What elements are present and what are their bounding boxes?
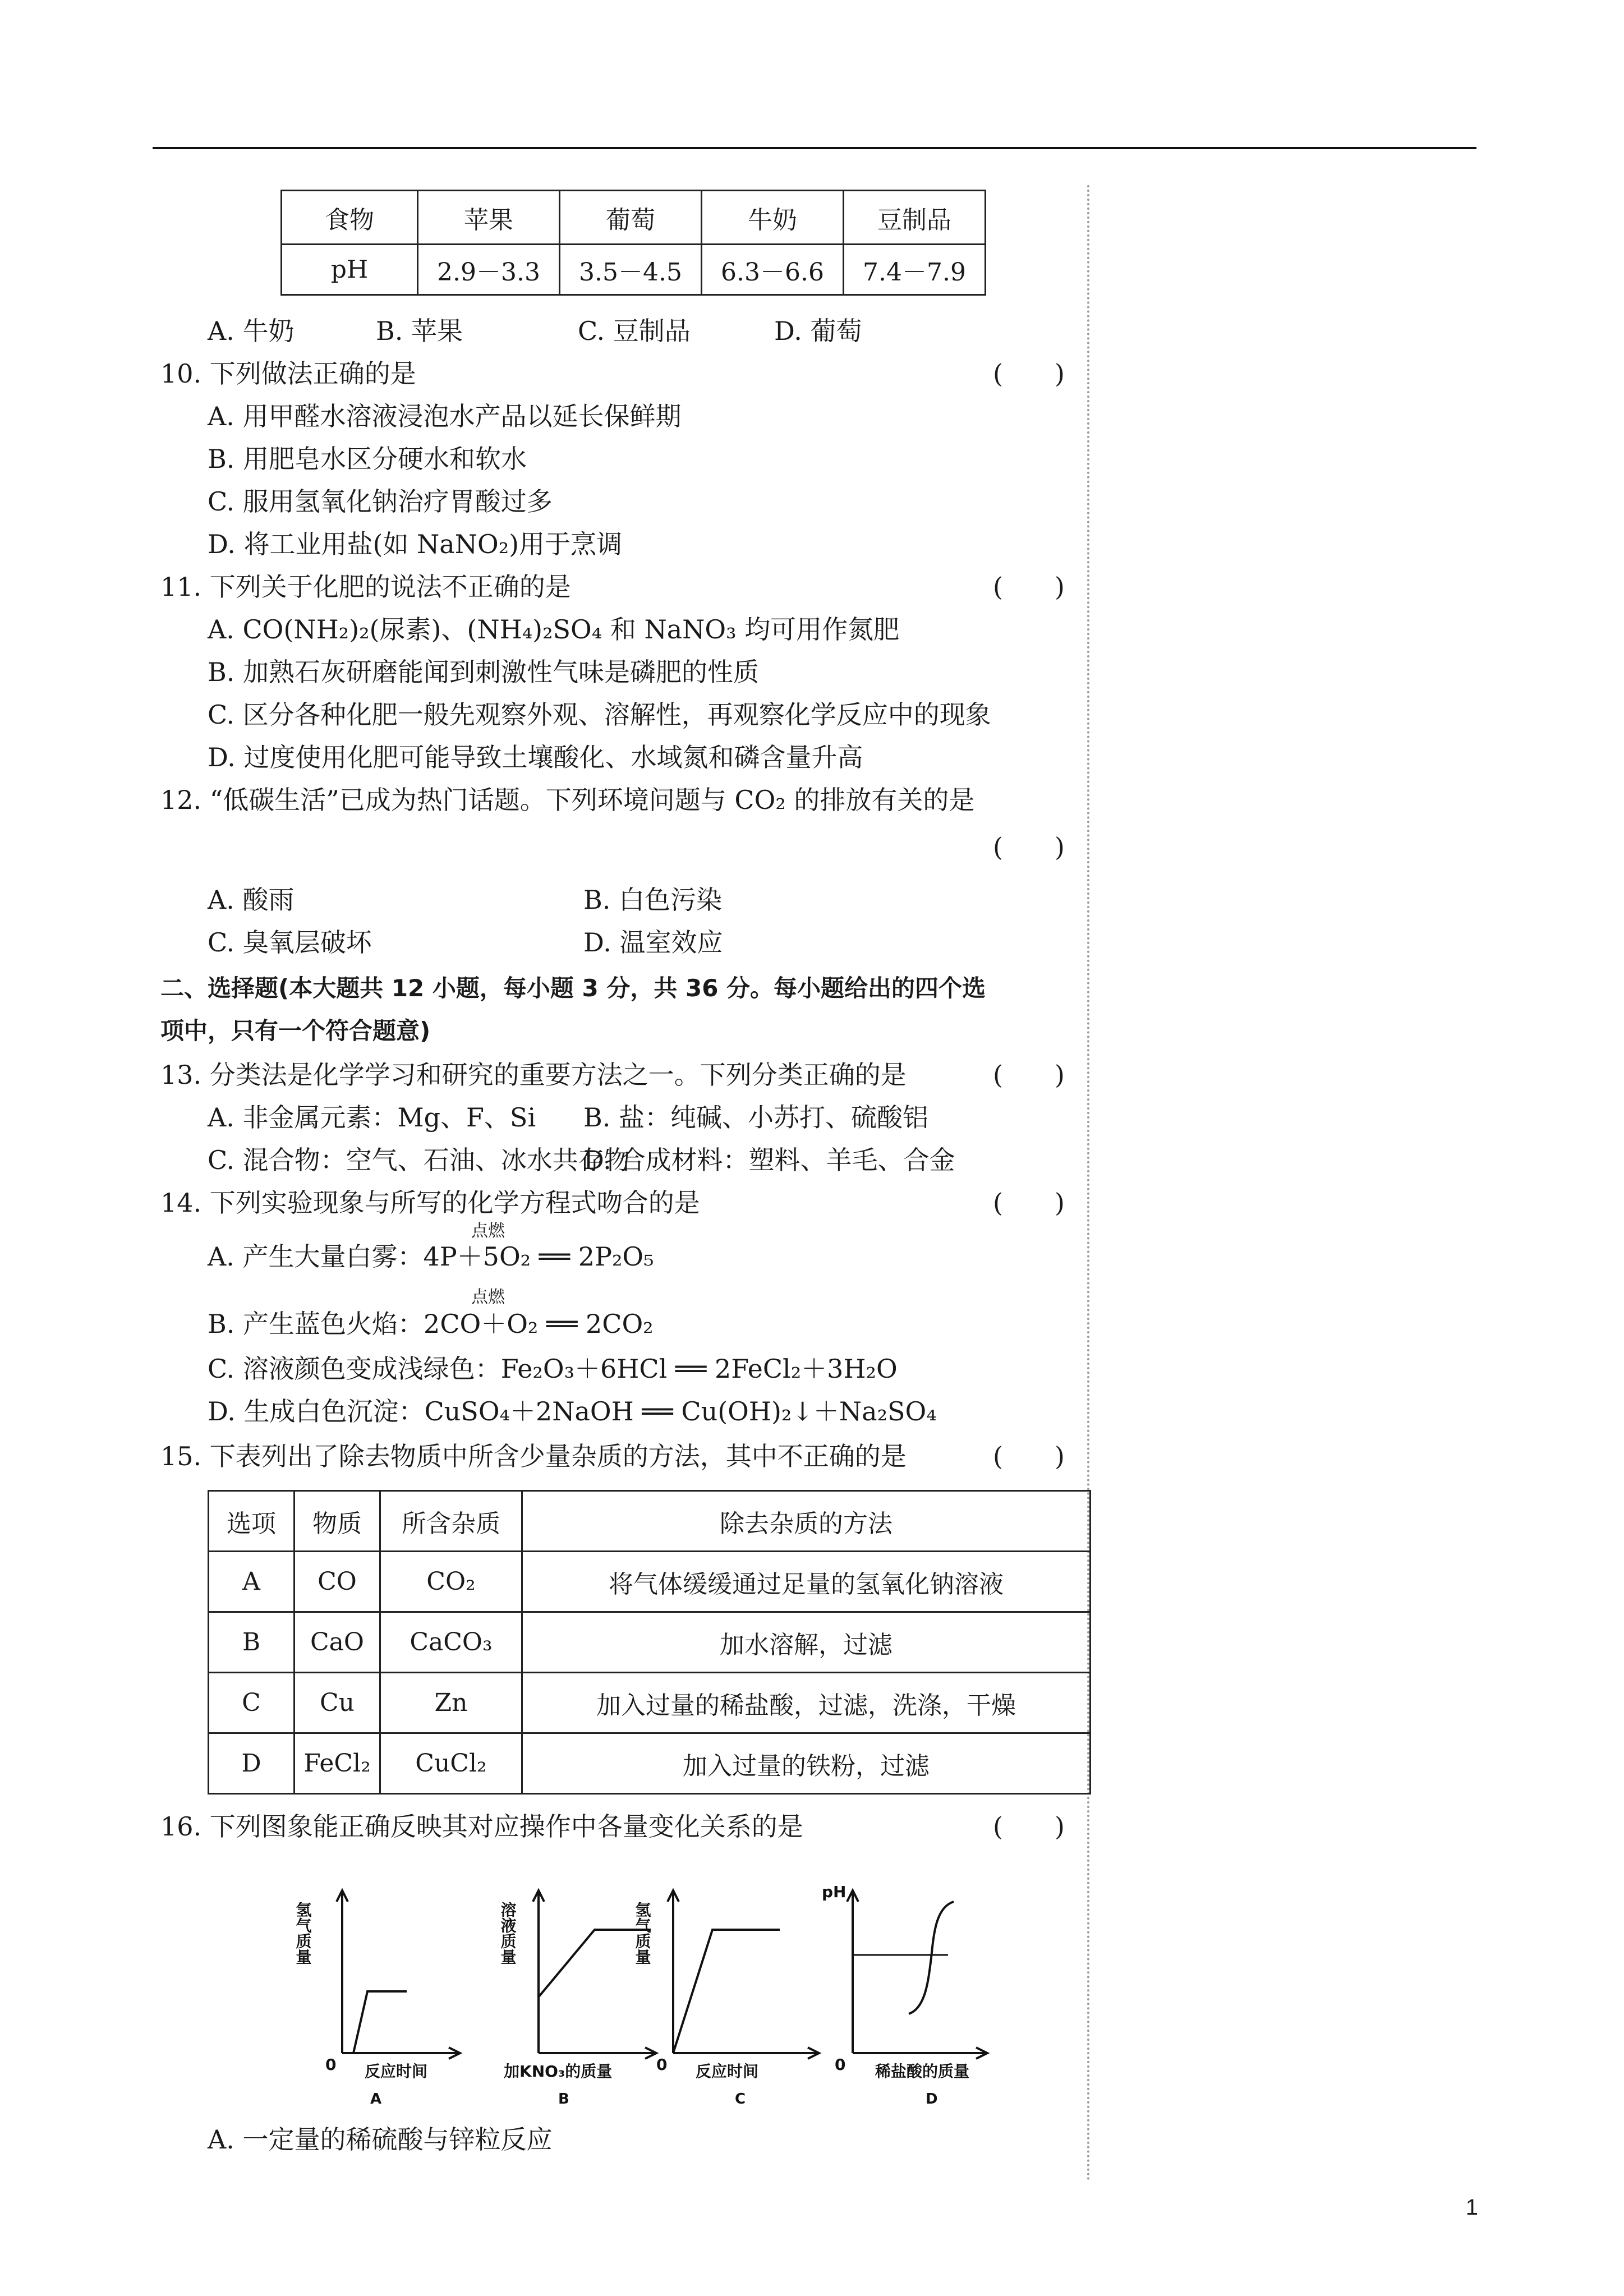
graph-a-xlabel: 反应时间 (365, 2062, 428, 2081)
ph-table-header: 葡萄 (560, 191, 702, 245)
ph-table-header: 苹果 (418, 191, 560, 245)
page-number: 1 (1465, 2195, 1478, 2220)
q9-option-c: C. 豆制品 (578, 316, 691, 346)
graph-a-curve (353, 1991, 407, 2053)
q12-option: B. 白色污染 (583, 885, 723, 915)
ph-table-cell: 2.9－3.3 (418, 245, 560, 295)
ph-table-header: 食物 (282, 191, 418, 245)
graph-d-curve (909, 1902, 954, 2014)
answer-bracket: ( ) (993, 1441, 1065, 1471)
graph-c-curve (673, 1930, 780, 2053)
answer-bracket: ( ) (993, 1188, 1065, 1218)
impurity-table-cell: 加水溶解，过滤 (522, 1612, 1091, 1673)
reaction-condition: 点燃 (471, 1221, 505, 1241)
ph-table-header: 豆制品 (844, 191, 986, 245)
q16-graphs (292, 1868, 1055, 2115)
graph-a-caption: A (370, 2091, 382, 2108)
ph-table-cell: 7.4－7.9 (844, 245, 986, 295)
binding-line (1087, 185, 1089, 2182)
q9-option-d: D. 葡萄 (774, 316, 862, 346)
q11-option: A. CO(NH₂)₂(尿素)、(NH₄)₂SO₄ 和 NaNO₃ 均可用作氮肥 (208, 614, 900, 645)
ph-table (280, 190, 986, 296)
impurity-table-cell: C (209, 1673, 295, 1733)
graph-a-origin: 0 (325, 2055, 337, 2074)
q9-option-b: B. 苹果 (376, 316, 463, 346)
impurity-table-cell: 将气体缓缓通过足量的氢氧化钠溶液 (522, 1552, 1091, 1612)
q16-option-a: A. 一定量的稀硫酸与锌粒反应 (208, 2124, 553, 2155)
graph-d-arrows (847, 1890, 987, 2059)
graph-c-caption: C (735, 2091, 746, 2108)
impurity-table-cell: 加入过量的稀盐酸，过滤，洗涤，干燥 (522, 1673, 1091, 1733)
graph-d-caption: D (926, 2091, 938, 2108)
q14-option: A. 产生大量白雾：4P＋5O₂ ══ 2P₂O₅ (208, 1241, 654, 1272)
q13-option: B. 盐：纯碱、小苏打、硫酸铝 (583, 1102, 929, 1133)
graph-c-xlabel: 反应时间 (696, 2062, 759, 2081)
answer-bracket: ( ) (993, 358, 1065, 389)
impurity-table (208, 1490, 1091, 1795)
q10-option: D. 将工业用盐(如 NaNO₂)用于烹调 (208, 529, 623, 559)
q15-stem: 15. 下表列出了除去物质中所含少量杂质的方法，其中不正确的是 (160, 1441, 907, 1471)
graph-a-arrows (337, 1890, 460, 2059)
impurity-table-cell: Zn (380, 1673, 522, 1733)
graph-d-ylabel: pH (822, 1883, 846, 1901)
q14-stem: 14. 下列实验现象与所写的化学方程式吻合的是 (160, 1188, 700, 1218)
graph-b-ylabel: 溶液质量 (498, 1902, 517, 1964)
q14-option: C. 溶液颜色变成浅绿色：Fe₂O₃＋6HCl ══ 2FeCl₂＋3H₂O (208, 1354, 898, 1384)
q11-option: B. 加熟石灰研磨能闻到刺激性气味是磷肥的性质 (208, 657, 760, 687)
q12-option: C. 臭氧层破坏 (208, 927, 372, 958)
impurity-table-cell: D (209, 1733, 295, 1794)
ph-table-row-label: pH (282, 245, 418, 295)
answer-bracket: ( ) (993, 572, 1065, 602)
q12-option: A. 酸雨 (208, 885, 295, 915)
graph-c-arrows (668, 1890, 819, 2059)
impurity-table-cell: CaO (295, 1612, 380, 1673)
section-heading: 项中，只有一个符合题意) (160, 1017, 431, 1045)
q13-option: D. 合成材料：塑料、羊毛、合金 (583, 1145, 955, 1175)
impurity-table-cell: CuCl₂ (380, 1733, 522, 1794)
ph-table-header: 牛奶 (702, 191, 844, 245)
q13-stem: 13. 分类法是化学学习和研究的重要方法之一。下列分类正确的是 (160, 1060, 907, 1090)
q12-option: D. 温室效应 (583, 927, 723, 958)
reaction-condition: 点燃 (471, 1287, 505, 1307)
graph-d-axes (853, 1890, 987, 2053)
ph-table-cell: 6.3－6.6 (702, 245, 844, 295)
graph-c-origin: 0 (656, 2055, 668, 2074)
section-heading: 二、选择题(本大题共 12 小题，每小题 3 分，共 36 分。每小题给出的四个选 (160, 974, 986, 1002)
impurity-table-cell: Cu (295, 1673, 380, 1733)
impurity-table-header: 物质 (295, 1491, 380, 1552)
impurity-table-cell: CO₂ (380, 1552, 522, 1612)
q12-stem: 12. “低碳生活”已成为热门话题。下列环境问题与 CO₂ 的排放有关的是 (160, 785, 975, 815)
graph-c-axes (673, 1890, 819, 2053)
q13-option: C. 混合物：空气、石油、冰水共存物 (208, 1145, 630, 1175)
graph-d-xlabel: 稀盐酸的质量 (875, 2062, 970, 2081)
impurity-table-cell: CO (295, 1552, 380, 1612)
impurity-table-header: 除去杂质的方法 (522, 1491, 1091, 1552)
graph-d-origin: 0 (835, 2055, 846, 2074)
answer-bracket: ( ) (993, 1060, 1065, 1090)
q16-stem: 16. 下列图象能正确反映其对应操作中各量变化关系的是 (160, 1811, 803, 1842)
q10-option: A. 用甲醛水溶液浸泡水产品以延长保鲜期 (208, 401, 682, 431)
q14-option: D. 生成白色沉淀：CuSO₄＋2NaOH ══ Cu(OH)₂↓＋Na₂SO₄ (208, 1396, 937, 1427)
q9-option-a: A. 牛奶 (208, 316, 295, 346)
graph-c-ylabel: 氢气质量 (633, 1902, 652, 1964)
impurity-table-cell: FeCl₂ (295, 1733, 380, 1794)
graph-b-xlabel: 加KNO₃的质量 (504, 2062, 613, 2081)
graph-a-ylabel: 氢气质量 (293, 1902, 312, 1964)
impurity-table-cell: 加入过量的铁粉，过滤 (522, 1733, 1091, 1794)
q10-stem: 10. 下列做法正确的是 (160, 358, 416, 389)
q14-option: B. 产生蓝色火焰：2CO＋O₂ ══ 2CO₂ (208, 1309, 654, 1339)
answer-bracket: ( ) (993, 1811, 1065, 1842)
q11-stem: 11. 下列关于化肥的说法不正确的是 (160, 572, 571, 602)
q11-option: D. 过度使用化肥可能导致土壤酸化、水域氮和磷含量升高 (208, 742, 863, 772)
impurity-table-cell: B (209, 1612, 295, 1673)
q10-option: C. 服用氢氧化钠治疗胃酸过多 (208, 486, 553, 517)
answer-bracket: ( ) (993, 832, 1065, 862)
impurity-table-header: 选项 (209, 1491, 295, 1552)
impurity-table-cell: CaCO₃ (380, 1612, 522, 1673)
ph-table-cell: 3.5－4.5 (560, 245, 702, 295)
q13-option: A. 非金属元素：Mg、F、Si (208, 1102, 536, 1133)
q11-option: C. 区分各种化肥一般先观察外观、溶解性，再观察化学反应中的现象 (208, 700, 991, 730)
header-rule (153, 147, 1476, 149)
impurity-table-cell: A (209, 1552, 295, 1612)
q10-option: B. 用肥皂水区分硬水和软水 (208, 444, 527, 474)
impurity-table-header: 所含杂质 (380, 1491, 522, 1552)
graph-b-caption: B (558, 2091, 569, 2108)
